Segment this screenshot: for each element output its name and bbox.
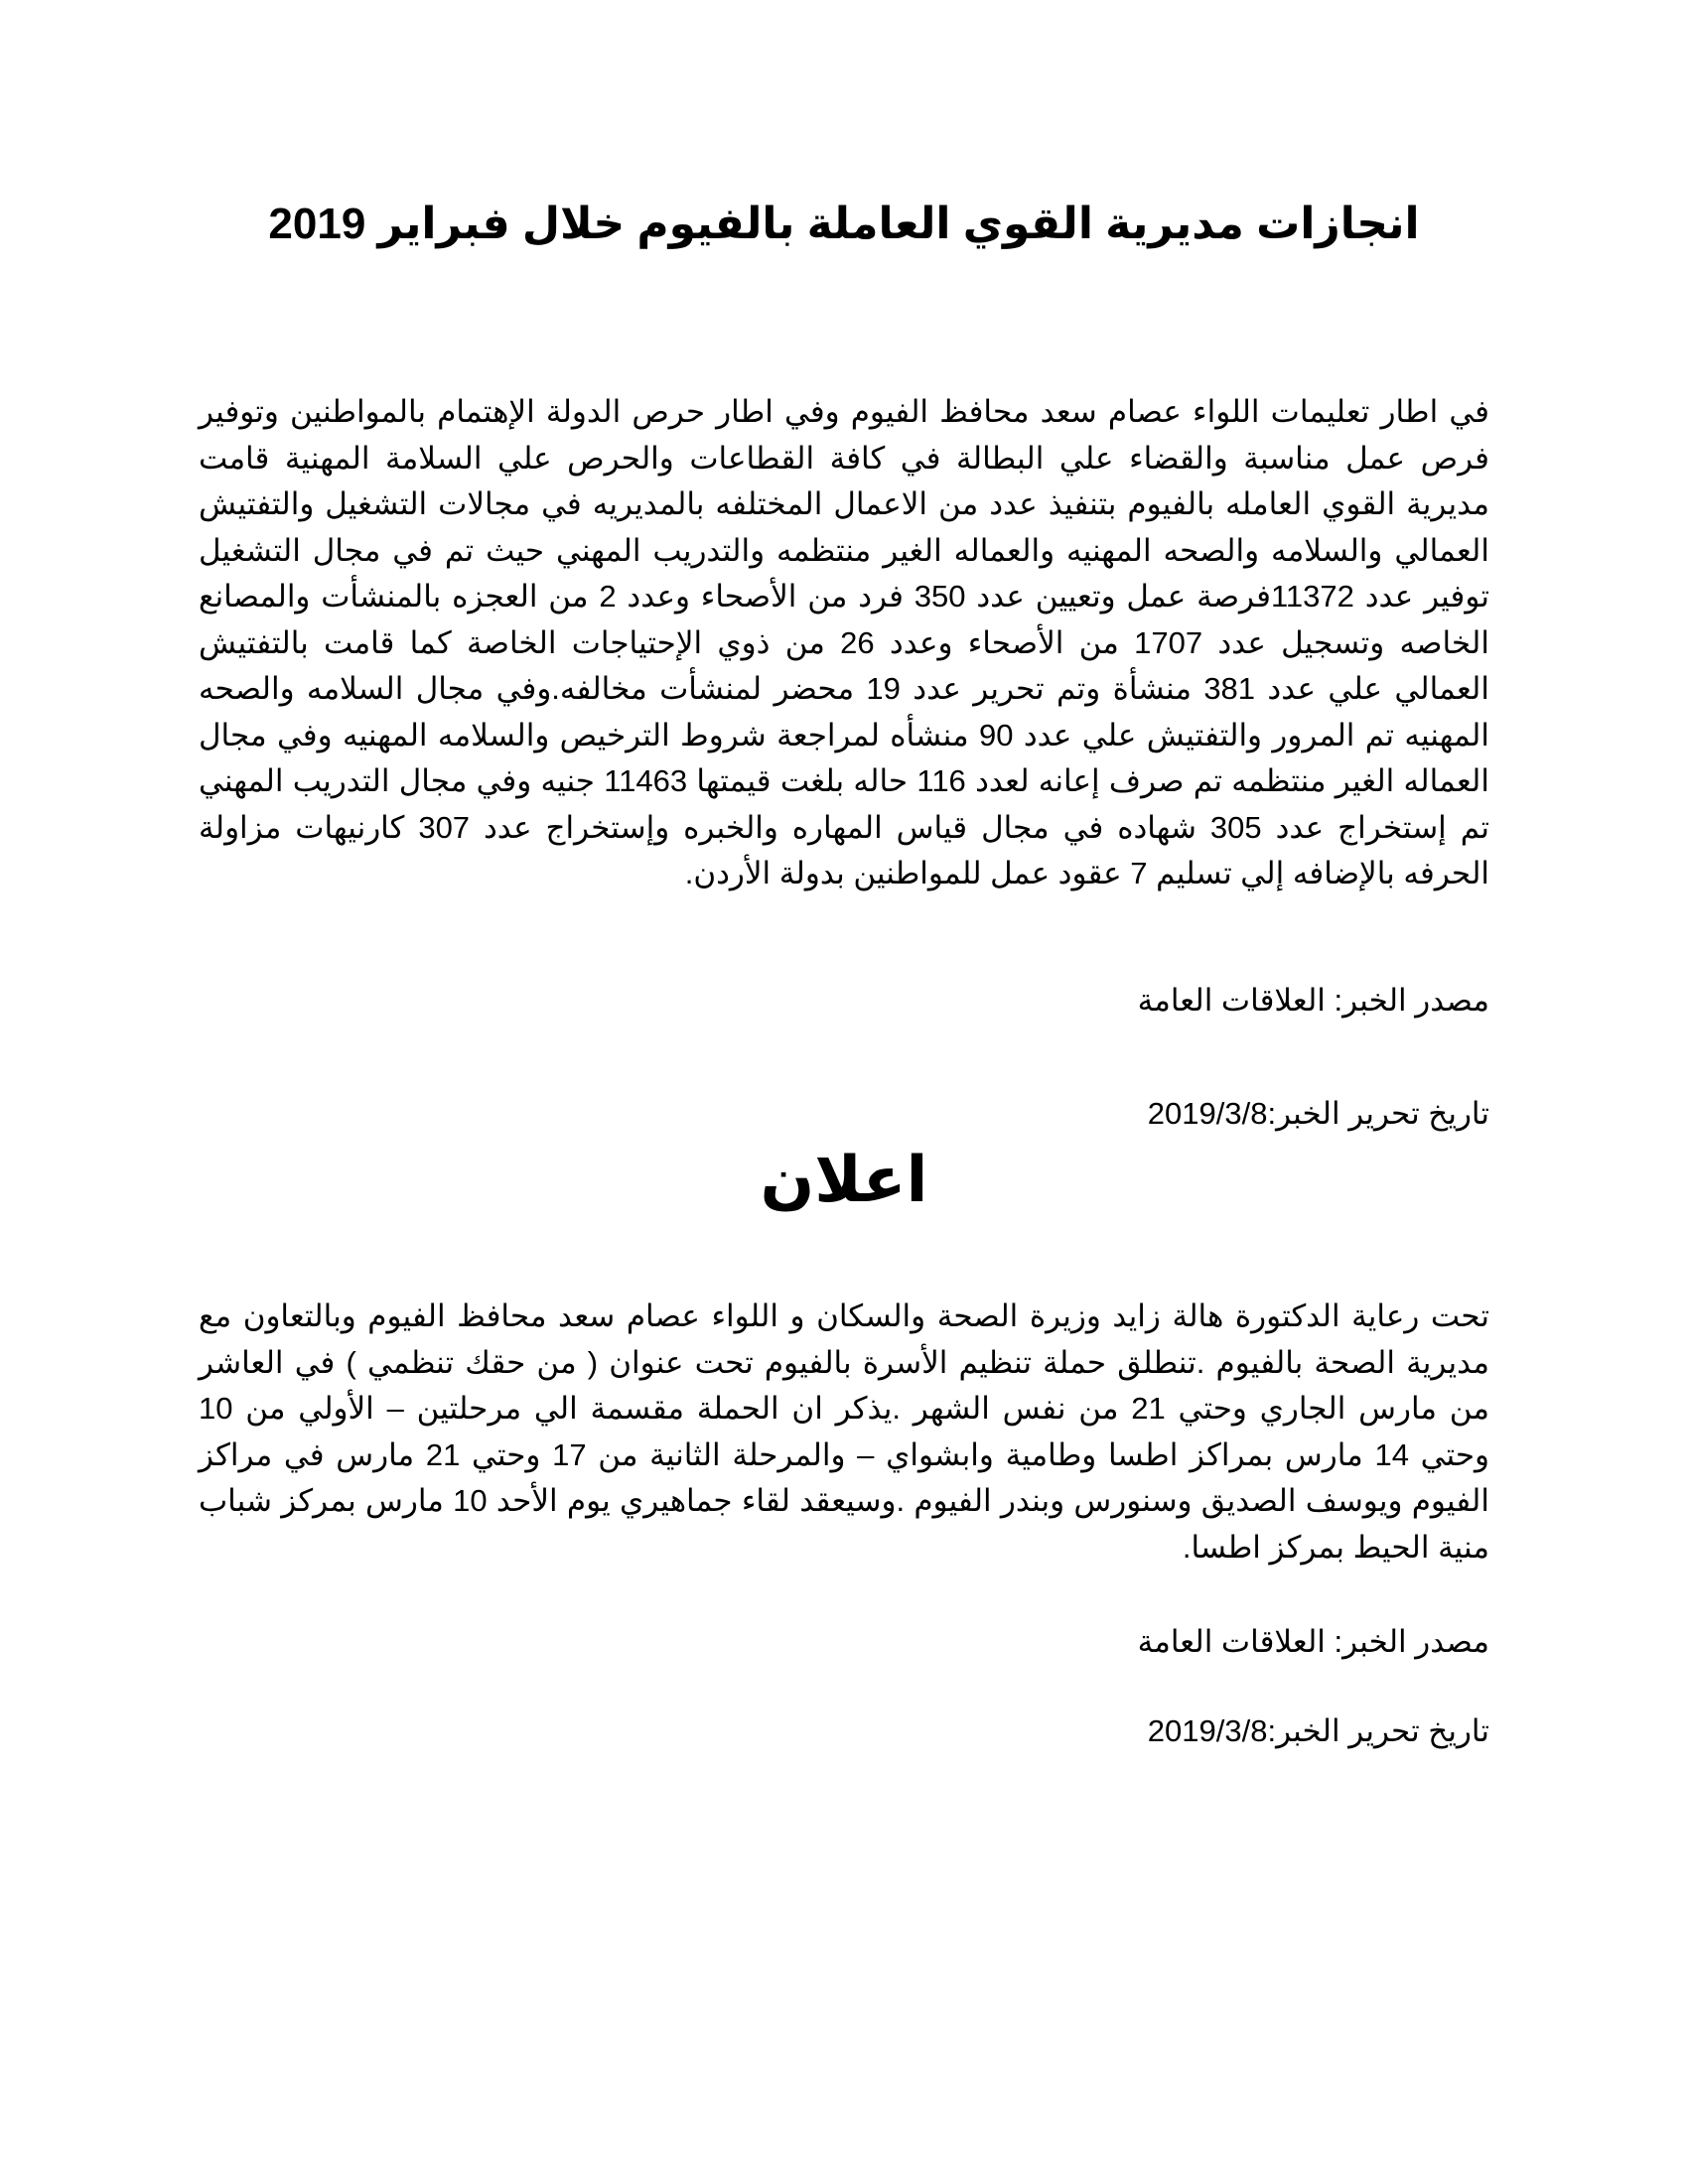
announcement-title: اعلان	[760, 1144, 928, 1215]
announcement-source: مصدر الخبر: العلاقات العامة	[1137, 1624, 1489, 1659]
article-title: انجازات مديرية القوي العاملة بالفيوم خلال فبراير 2019	[268, 200, 1420, 248]
article-body: في اطار تعليمات اللواء عصام سعد محافظ الفيوم وفي اطار حرص الدولة الإهتمام بالمواطنين وتوفير فرص عمل مناسبة والقضاء علي البطالة في كافة القطاعات والحرص علي السلامة المهنية قامت مديرية القوي العامله بالفيوم بتنفيذ عدد من الاعمال المختلفه بالمديريه في مجالات التشغيل والتفتيش العمالي والسلامه والصحه المهنيه والعماله الغير منتظمه والتدريب المهني حيث تم في مجال التشغيل توفير عدد 11372فرصة عمل وتعيين عدد 350 فرد من الأصحاء وعدد 2 من العجزه بالمنشأت والمصانع الخاصه وتسجيل عدد 1707 من الأصحاء وعدد 26 من ذوي الإحتياجات الخاصة كما قامت بالتفتيش العمالي علي عدد 381 منشأة وتم تحرير عدد 19 محضر لمنشأت مخالفه.وفي مجال السلامه والصحه المهنيه تم المرور والتفتيش علي عدد 90 منشأه لمراجعة شروط الترخيص والسلامه المهنيه وفي مجال العماله الغير منتظمه تم صرف إعانه لعدد 116 حاله بلغت قيمتها 11463 جنيه وفي مجال التدريب المهني تم إستخراج عدد 305 شهاده في مجال قياس المهاره والخبره وإستخراج عدد 307 كارنيهات مزاولة الحرفه بالإضافه إلي تسليم 7 عقود عمل للمواطنين بدولة الأردن.	[199, 394, 1489, 890]
article-source: مصدر الخبر: العلاقات العامة	[1137, 983, 1489, 1018]
article-body-container	[199, 389, 1489, 897]
article-date: تاريخ تحرير الخبر:2019/3/8	[1147, 1096, 1489, 1131]
announcement-date: تاريخ تحرير الخبر:2019/3/8	[1147, 1713, 1489, 1748]
announcement-body: تحت رعاية الدكتورة هالة زايد وزيرة الصحة والسكان و اللواء عصام سعد محافظ الفيوم وبالتعاون مع مديرية الصحة بالفيوم .تنطلق حملة تنظيم الأسرة بالفيوم تحت عنوان ( من حقك تنظمي ) في العاشر من مارس الجاري وحتي 21 من نفس الشهر .يذكر ان الحملة مقسمة الي مرحلتين – الأولي من 10 وحتي 14 مارس بمراكز اطسا وطامية وابشواي – والمرحلة الثانية من 17 وحتي 21 مارس في مراكز الفيوم ويوسف الصديق وسنورس وبندر الفيوم .وسيعقد لقاء جماهيري يوم الأحد 10 مارس بمركز شباب منية الحيط بمركز اطسا.	[199, 1298, 1489, 1565]
announcement-body-container	[199, 1294, 1489, 1570]
